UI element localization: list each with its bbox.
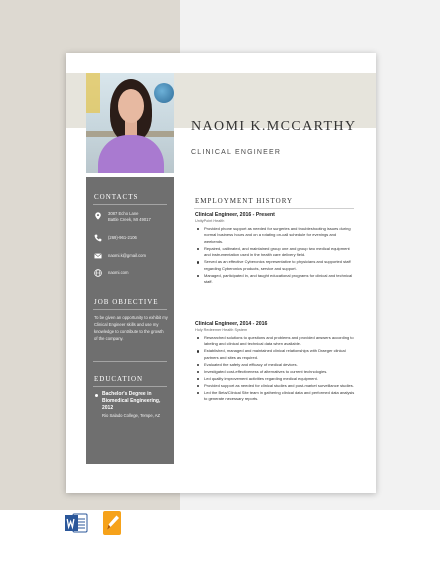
job-organization: Holy Redeemer Health System	[195, 328, 248, 332]
resume-title: CLINICAL ENGINEER	[191, 149, 282, 156]
contact-address: 3087 Echo Lane Battle Creek, MI 49017	[108, 211, 151, 222]
job-entry-1	[195, 212, 355, 286]
education-degree: Bachelor's Degree in Biomedical Engineering, 2012	[102, 391, 161, 411]
objective-heading: JOB OBJECTIVE	[94, 298, 159, 306]
job-organization: UnityPoint Health	[195, 219, 225, 223]
employment-heading: EMPLOYMENT HISTORY	[195, 197, 294, 205]
globe-icon	[94, 269, 102, 277]
map-pin-icon	[94, 212, 102, 220]
job-bullets	[195, 226, 355, 285]
job-entry-2	[195, 321, 355, 403]
contact-email[interactable]: naomi.k@gmail.com	[108, 253, 146, 258]
contacts-heading: CONTACTS	[94, 193, 139, 201]
resume-page	[66, 53, 376, 493]
pages-icon[interactable]	[100, 510, 124, 536]
job-title: Clinical Engineer, 2016 - Present	[195, 212, 275, 218]
employment-divider	[194, 208, 354, 209]
job-bullet: Led quality improvement activities regarding medical equipment.	[195, 376, 355, 382]
contacts-divider	[93, 204, 167, 205]
job-bullet: Investigated cost-effectiveness of alternatives to current technologies.	[195, 369, 355, 375]
word-icon[interactable]	[64, 512, 88, 534]
job-bullet: Served as an effective Cyberonics representative to physicians and supported staff regarding Cyberonics products, service and support.	[195, 259, 355, 272]
job-bullet: Repaired, calibrated, and maintained group one and group two medical equipment and instrumentation used in the health care delivery field.	[195, 246, 355, 259]
phone-icon	[94, 234, 102, 242]
education-school: Rio Salado College, Tempe, AZ	[102, 413, 161, 418]
education-divider	[93, 386, 167, 387]
objective-divider	[93, 309, 167, 310]
job-bullet: Established, managed and maintained clinical relationships with Draeger clinical partners and sites as required.	[195, 348, 355, 361]
job-bullets	[195, 335, 355, 403]
section-divider	[93, 361, 167, 362]
job-bullet: Led the Beta/Clinical Site team in gathering clinical data and performed data analysis to generate necessary reports.	[195, 390, 355, 403]
sidebar	[86, 177, 174, 464]
job-bullet: Managed, participated in, and taught educational programs for clinical and technical staff.	[195, 273, 355, 286]
resume-name: NAOMI K.MCCARTHY	[191, 119, 357, 134]
job-bullet: Provided phone support as needed for surgeries and troubleshooting issues during normal business hours and on a rotating on-call schedule for evenings and weekends.	[195, 226, 355, 245]
job-bullet: Evaluated the safety and efficacy of medical devices.	[195, 362, 355, 368]
job-bullet: Provided support as needed for clinical studies and post-market surveillance studies.	[195, 383, 355, 389]
education-bullet	[95, 394, 98, 397]
job-bullet: Researched solutions to questions and problems and provided answers according to labeling and clinical and technical data when available.	[195, 335, 355, 348]
education-heading: EDUCATION	[94, 375, 144, 383]
profile-photo	[86, 73, 174, 173]
mail-icon	[94, 252, 102, 260]
contact-phone: (269)-961-2106	[108, 235, 137, 240]
objective-text: To be given an opportunity to exhibit my Clinical Engineer skills and use my knowledge to contribute to the growth of the company.	[94, 315, 168, 341]
contact-website[interactable]: naomi.com	[108, 270, 129, 275]
job-title: Clinical Engineer, 2014 - 2016	[195, 321, 268, 327]
